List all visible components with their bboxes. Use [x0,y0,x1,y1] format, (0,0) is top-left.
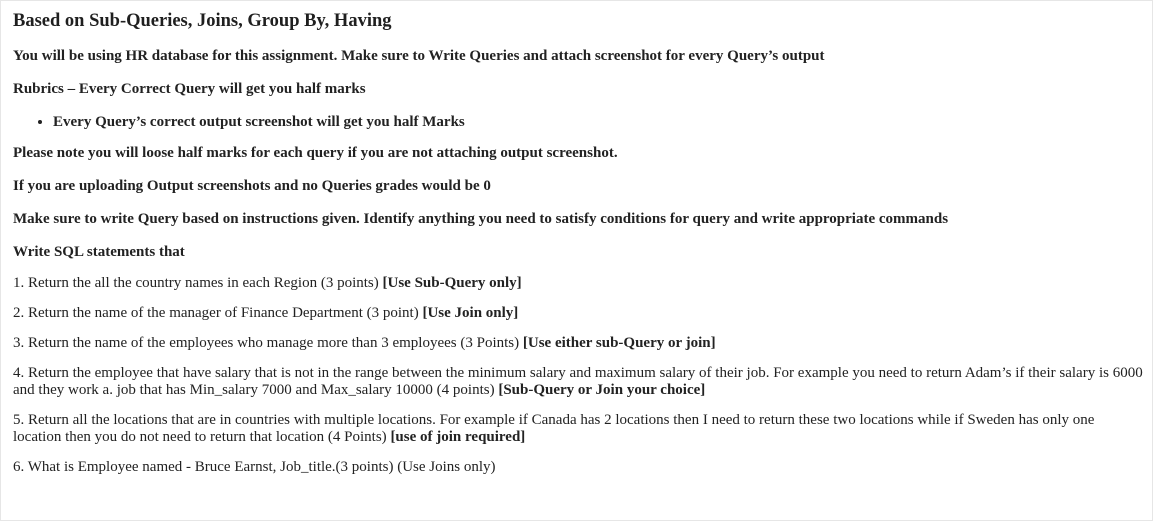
question-4 [13,365,1143,399]
page-title: Based on Sub-Queries, Joins, Group By, Having [13,11,392,31]
list-item: • Every Query’s correct output screenshot will get you half Marks [53,112,1143,132]
question-5 [13,412,1143,446]
question-text: 3. Return the name of the employees who manage more than 3 employees (3 Points) [13,335,523,351]
question-text: 2. Return the name of the manager of Finance Department (3 point) [13,305,423,321]
question-text: 1. Return the all the country names in each Region (3 points) [13,275,383,291]
question-1 [13,275,1143,292]
write-sql-heading: Write SQL statements that [13,244,185,260]
question-2 [13,305,1143,322]
question-constraint: [Use Sub-Query only] [382,275,522,291]
rubrics-list [13,112,1143,132]
question-text: 6. What is Employee named - Bruce Earnst, Job_title.(3 points) (Use Joins only) [13,459,496,475]
question-3 [13,335,1143,352]
document-content [13,10,1143,489]
question-constraint: [Use either sub-Query or join] [522,335,716,351]
question-text: 5. Return all the locations that are in countries with multiple locations. For example if Canada has 2 locations then I need to return these two locations while if Sweden has only one location then you do not need to return that location (4 Points) [13,412,1095,445]
question-6 [13,459,1143,476]
note-instructions: Make sure to write Query based on instructions given. Identify anything you need to satisfy conditions for query and write appropriate commands [13,211,949,227]
note-zero-grade: If you are uploading Output screenshots and no Queries grades would be 0 [13,178,491,194]
question-constraint: [use of join required] [390,429,526,445]
intro-text: You will be using HR database for this assignment. Make sure to Write Queries and attach screenshot for every Query’s output [13,48,825,64]
rubrics-text: Rubrics – Every Correct Query will get you half marks [13,81,366,97]
question-constraint: [Use Join only] [422,305,519,321]
question-text: 4. Return the employee that have salary that is not in the range between the minimum salary and maximum salary of their job. For example you need to return Adam’s if their salary is 6000 and they work a. job that has Min_salary 7000 and Max_salary 10000 (4 points) [13,365,1143,398]
question-constraint: [Sub-Query or Join your choice] [498,382,706,398]
note-screenshot-penalty: Please note you will loose half marks for each query if you are not attaching output screenshot. [13,145,618,161]
